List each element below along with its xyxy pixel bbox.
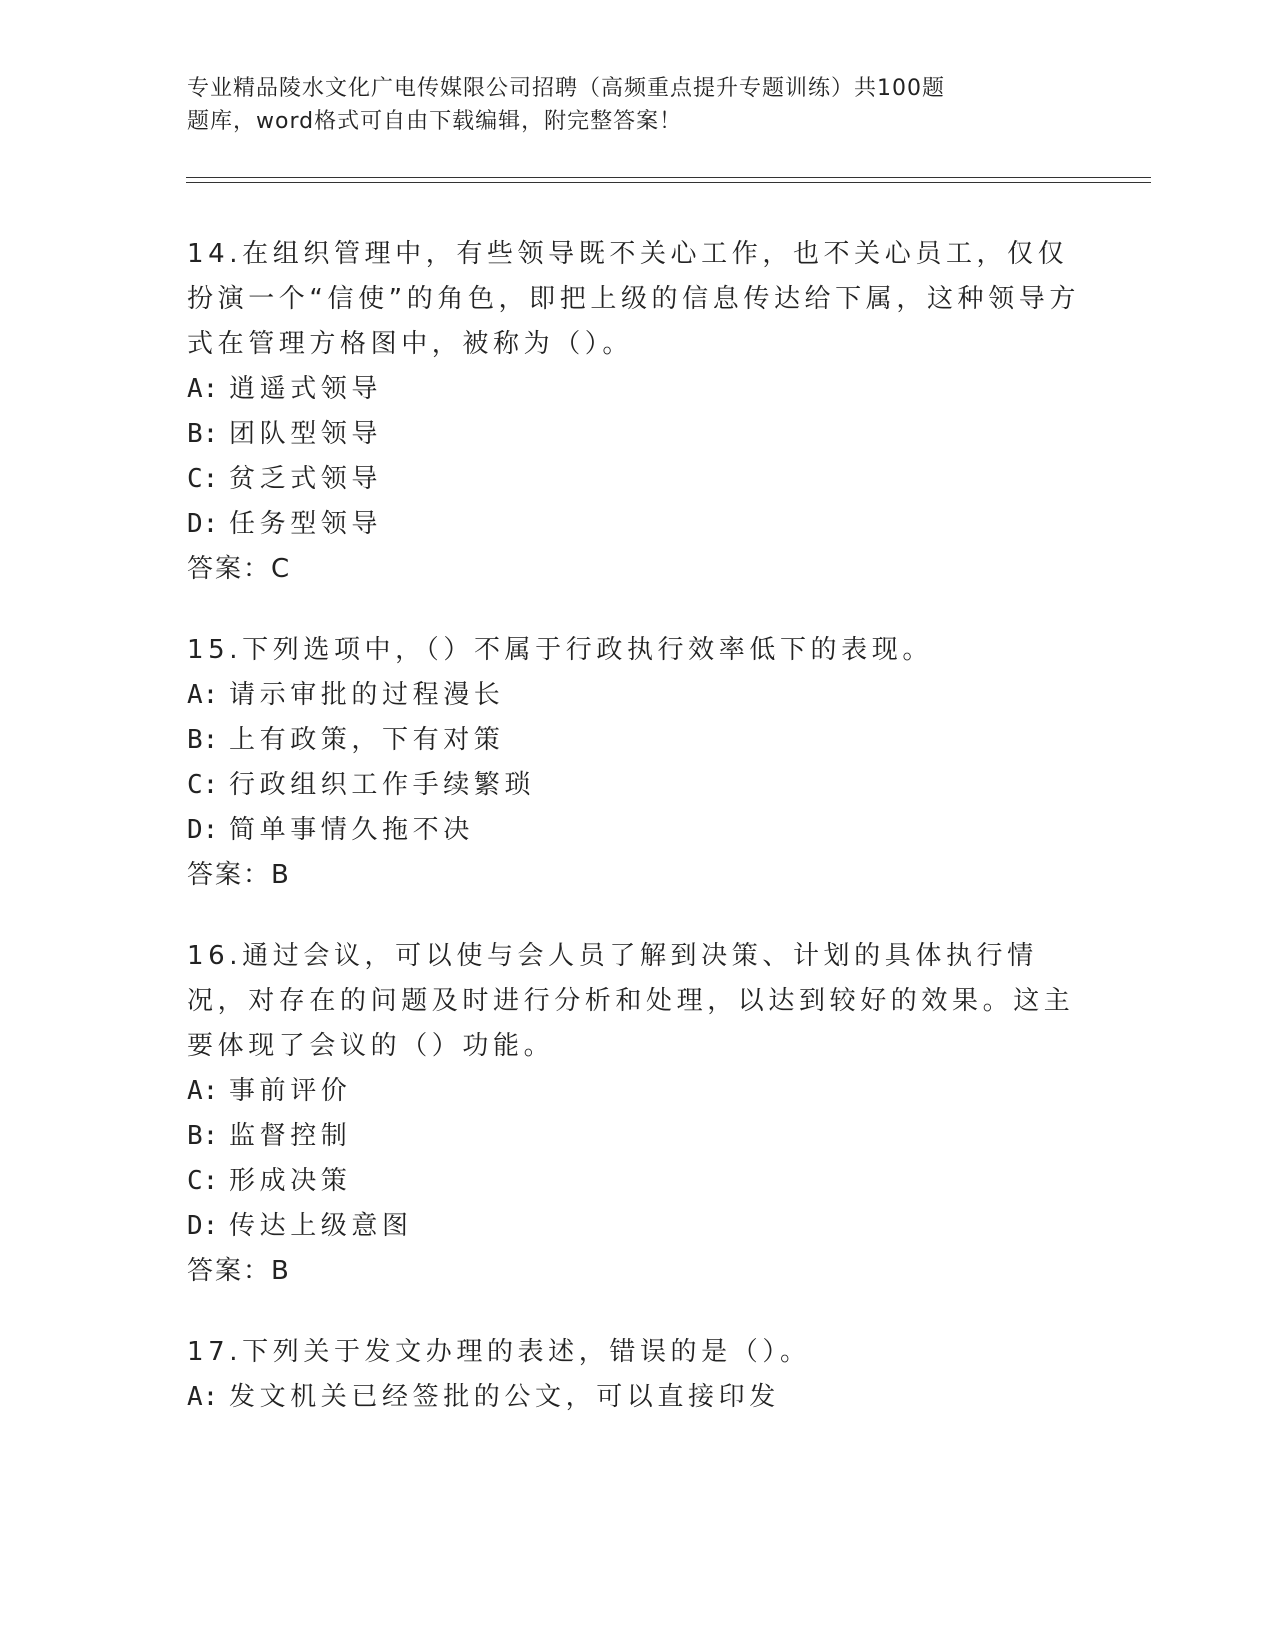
answer-label: 答案： bbox=[187, 860, 272, 890]
answer-value: B bbox=[271, 1256, 289, 1286]
option-text: 请示审批的过程漫长 bbox=[229, 680, 505, 710]
option-letter: B: bbox=[187, 419, 219, 449]
option-letter: A: bbox=[187, 374, 219, 404]
option-a bbox=[187, 673, 1087, 718]
answer-line bbox=[187, 547, 1087, 592]
question-16 bbox=[187, 934, 1087, 1294]
option-letter: A: bbox=[187, 1076, 219, 1106]
question-17 bbox=[187, 1330, 1087, 1420]
option-d bbox=[187, 1204, 1087, 1249]
option-b bbox=[187, 1114, 1087, 1159]
option-text: 任务型领导 bbox=[229, 509, 383, 539]
option-text: 逍遥式领导 bbox=[229, 374, 383, 404]
option-c bbox=[187, 1159, 1087, 1204]
option-text: 监督控制 bbox=[229, 1121, 352, 1151]
option-letter: D: bbox=[187, 815, 219, 845]
option-letter: B: bbox=[187, 1121, 219, 1151]
option-b bbox=[187, 412, 1087, 457]
answer-line bbox=[187, 1249, 1087, 1294]
option-a bbox=[187, 367, 1087, 412]
option-text: 事前评价 bbox=[229, 1076, 352, 1106]
header-line-1: 专业精品陵水文化广电传媒限公司招聘（高频重点提升专题训练）共100题 bbox=[187, 76, 945, 101]
option-text: 形成决策 bbox=[229, 1166, 352, 1196]
option-b bbox=[187, 718, 1087, 763]
option-c bbox=[187, 763, 1087, 808]
answer-value: C bbox=[271, 554, 290, 584]
header-line-2: 题库，word格式可自由下载编辑，附完整答案！ bbox=[187, 109, 683, 134]
option-letter: A: bbox=[187, 1382, 219, 1412]
question-text: 14.在组织管理中，有些领导既不关心工作，也不关心员工，仅仅扮演一个“信使”的角色，即把上级的信息传达给下属，这种领导方式在管理方格图中，被称为（）。 bbox=[187, 239, 1080, 359]
option-d bbox=[187, 502, 1087, 547]
option-letter: C: bbox=[187, 464, 219, 494]
option-a bbox=[187, 1375, 1087, 1420]
header-divider-bottom bbox=[186, 182, 1151, 183]
option-text: 发文机关已经签批的公文，可以直接印发 bbox=[229, 1382, 780, 1412]
question-14 bbox=[187, 232, 1087, 592]
question-list bbox=[187, 232, 1087, 1456]
option-letter: A: bbox=[187, 680, 219, 710]
answer-line bbox=[187, 853, 1087, 898]
question-15 bbox=[187, 628, 1087, 898]
question-text: 17.下列关于发文办理的表述，错误的是（）。 bbox=[187, 1337, 811, 1367]
answer-label: 答案： bbox=[187, 554, 272, 584]
option-letter: D: bbox=[187, 509, 219, 539]
document-header bbox=[187, 72, 1047, 138]
option-text: 简单事情久拖不决 bbox=[229, 815, 474, 845]
option-c bbox=[187, 457, 1087, 502]
option-text: 传达上级意图 bbox=[229, 1211, 413, 1241]
answer-label: 答案： bbox=[187, 1256, 272, 1286]
option-a bbox=[187, 1069, 1087, 1114]
option-letter: D: bbox=[187, 1211, 219, 1241]
option-letter: C: bbox=[187, 770, 219, 800]
answer-value: B bbox=[271, 860, 289, 890]
option-letter: B: bbox=[187, 725, 219, 755]
option-d bbox=[187, 808, 1087, 853]
header-divider-top bbox=[186, 177, 1151, 178]
question-text: 15.下列选项中，（）不属于行政执行效率低下的表现。 bbox=[187, 635, 933, 665]
option-text: 团队型领导 bbox=[229, 419, 383, 449]
option-text: 贫乏式领导 bbox=[229, 464, 383, 494]
option-letter: C: bbox=[187, 1166, 219, 1196]
question-text: 16.通过会议，可以使与会人员了解到决策、计划的具体执行情况，对存在的问题及时进行分析和处理，以达到较好的效果。这主要体现了会议的（）功能。 bbox=[187, 941, 1075, 1061]
option-text: 行政组织工作手续繁琐 bbox=[229, 770, 536, 800]
option-text: 上有政策，下有对策 bbox=[229, 725, 505, 755]
